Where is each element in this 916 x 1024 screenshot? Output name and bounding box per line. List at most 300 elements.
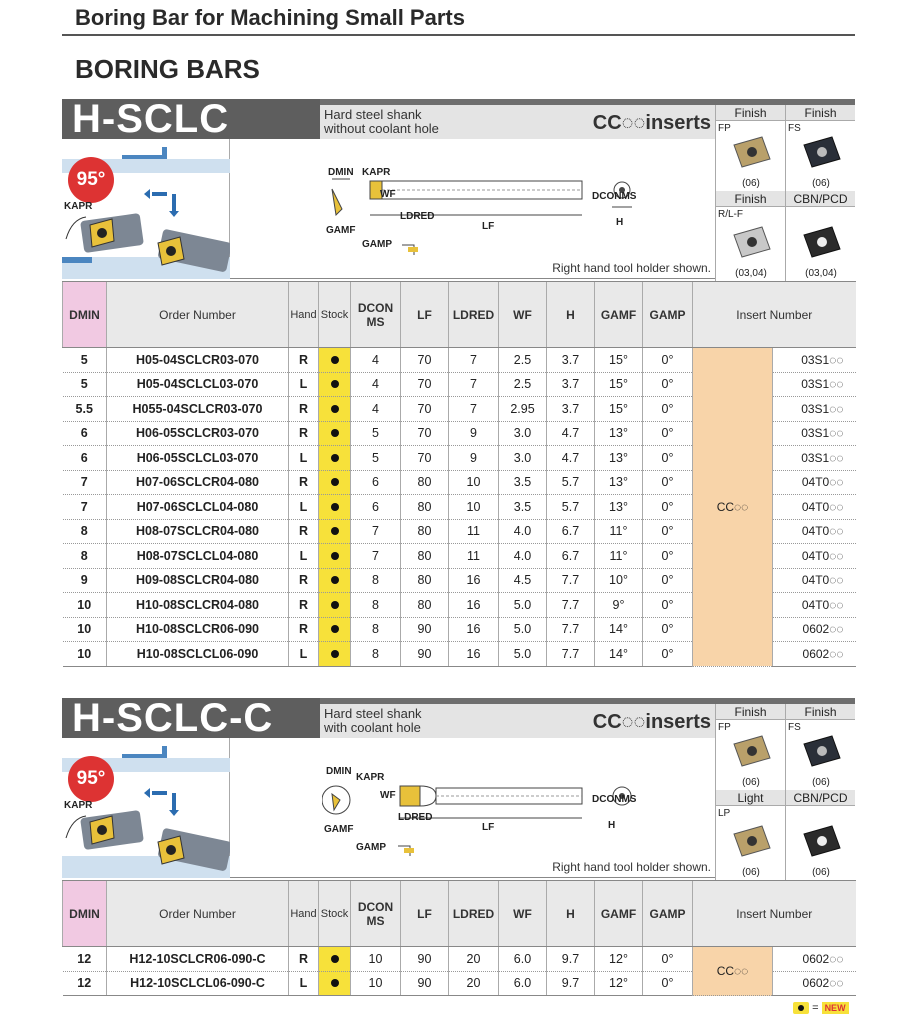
cell-gamf: 13°	[595, 495, 643, 520]
col-stock: Stock	[319, 282, 351, 348]
insert-head: CBN/PCD	[786, 790, 855, 806]
col-gamp: GAMP	[643, 282, 693, 348]
in-stock-dot-icon	[331, 478, 339, 486]
insert-cell-fp	[715, 105, 785, 191]
cell-stock	[319, 544, 351, 569]
cell-lf: 70	[401, 446, 449, 471]
insert-cell-fs	[785, 105, 855, 191]
drawing-label-dmin: DMIN	[326, 766, 352, 777]
cell-h: 3.7	[547, 372, 595, 397]
in-stock-dot-icon	[331, 503, 339, 511]
cell-order-number: H08-07SCLCR04-080	[107, 519, 289, 544]
cell-ldred: 11	[449, 519, 499, 544]
cell-dmin: 5	[63, 372, 107, 397]
insert-sub: (06)	[812, 867, 830, 878]
cell-stock	[319, 568, 351, 593]
kapr-label: KAPR	[64, 201, 93, 212]
cell-order-number: H06-05SCLCL03-070	[107, 446, 289, 471]
cell-hand: R	[289, 568, 319, 593]
cell-gamp: 0°	[643, 495, 693, 520]
description-box	[320, 704, 715, 738]
col-gamf: GAMF	[595, 282, 643, 348]
cell-h: 9.7	[547, 971, 595, 996]
cell-wf: 6.0	[499, 971, 547, 996]
cell-gamp: 0°	[643, 568, 693, 593]
col-gamp: GAMP	[643, 881, 693, 947]
cell-gamf: 15°	[595, 372, 643, 397]
insert-rlf-icon	[730, 225, 774, 259]
drawing-label-gamp: GAMP	[362, 239, 392, 250]
cell-gamp: 0°	[643, 421, 693, 446]
col-lf: LF	[401, 282, 449, 348]
cell-insert-number: 04T0◌◌	[773, 568, 856, 593]
cell-dmin: 6	[63, 421, 107, 446]
insert-code: LP	[718, 808, 731, 819]
cell-lf: 80	[401, 495, 449, 520]
cell-gamf: 10°	[595, 568, 643, 593]
cell-wf: 3.5	[499, 495, 547, 520]
cell-hand: R	[289, 348, 319, 373]
cell-gamf: 13°	[595, 470, 643, 495]
cell-h: 5.7	[547, 470, 595, 495]
cell-wf: 5.0	[499, 593, 547, 618]
drawing-label-lf: LF	[482, 822, 495, 833]
cell-insert-number: 04T0◌◌	[773, 544, 856, 569]
cell-h: 3.7	[547, 348, 595, 373]
cell-wf: 3.0	[499, 446, 547, 471]
cell-lf: 70	[401, 348, 449, 373]
cell-dmin: 7	[63, 470, 107, 495]
in-stock-dot-icon	[331, 601, 339, 609]
drawing-label-lf: LF	[482, 221, 495, 232]
cell-stock	[319, 446, 351, 471]
cell-hand: L	[289, 372, 319, 397]
cell-order-number: H12-10SCLCL06-090-C	[107, 971, 289, 996]
insert-sub: (03,04)	[805, 268, 837, 279]
cell-lf: 80	[401, 470, 449, 495]
cell-stock	[319, 519, 351, 544]
cell-insert-number: 04T0◌◌	[773, 470, 856, 495]
in-stock-dot-icon	[331, 625, 339, 633]
cell-gamp: 0°	[643, 372, 693, 397]
cell-h: 4.7	[547, 421, 595, 446]
model-name: H-SCLC-C	[62, 698, 320, 738]
spec-table	[62, 880, 856, 996]
holder-photo	[62, 139, 230, 279]
cell-ldred: 10	[449, 470, 499, 495]
cell-dconms: 8	[351, 642, 401, 667]
section-title: BORING BARS	[75, 54, 260, 84]
cell-order-number: H05-04SCLCR03-070	[107, 348, 289, 373]
cell-wf: 4.0	[499, 519, 547, 544]
cell-dmin: 5.5	[63, 397, 107, 422]
cell-ldred: 16	[449, 642, 499, 667]
cell-lf: 70	[401, 397, 449, 422]
in-stock-dot-icon	[331, 429, 339, 437]
model-name: H-SCLC	[62, 99, 320, 139]
cell-insert-number: 04T0◌◌	[773, 593, 856, 618]
cell-h: 7.7	[547, 642, 595, 667]
insert-sub: (06)	[742, 777, 760, 788]
cell-dmin: 10	[63, 642, 107, 667]
cell-order-number: H07-06SCLCR04-080	[107, 470, 289, 495]
insert-cell-cbn	[785, 790, 855, 880]
cell-ldred: 11	[449, 544, 499, 569]
insert-sub: (06)	[742, 178, 760, 189]
col-h: H	[547, 881, 595, 947]
cell-insert-number: 03S1◌◌	[773, 421, 856, 446]
drawing-label-h: H	[616, 217, 624, 228]
cell-gamf: 14°	[595, 642, 643, 667]
cell-wf: 4.5	[499, 568, 547, 593]
cell-dconms: 4	[351, 397, 401, 422]
cell-wf: 2.5	[499, 372, 547, 397]
cell-gamp: 0°	[643, 446, 693, 471]
col-hand: Hand	[289, 282, 319, 348]
col-ldred: LDRED	[449, 881, 499, 947]
cell-hand: L	[289, 642, 319, 667]
insert-sub: (06)	[812, 178, 830, 189]
cell-gamp: 0°	[643, 470, 693, 495]
cell-lf: 90	[401, 617, 449, 642]
col-order-number: Order Number	[107, 282, 289, 348]
table-row	[63, 947, 856, 972]
legend-equals: =	[812, 1002, 819, 1014]
cell-gamp: 0°	[643, 544, 693, 569]
cell-stock	[319, 421, 351, 446]
in-stock-dot-icon	[331, 650, 339, 658]
cell-ldred: 20	[449, 971, 499, 996]
cell-order-number: H09-08SCLCR04-080	[107, 568, 289, 593]
drawing-label-h: H	[608, 820, 616, 831]
cell-stock	[319, 642, 351, 667]
cell-ldred: 20	[449, 947, 499, 972]
cell-gamp: 0°	[643, 397, 693, 422]
in-stock-dot-icon	[331, 576, 339, 584]
cell-h: 6.7	[547, 544, 595, 569]
cell-lf: 70	[401, 372, 449, 397]
insert-lp-icon	[730, 824, 774, 858]
cell-gamf: 11°	[595, 544, 643, 569]
angle-badge: 95°	[68, 756, 114, 802]
shank-description: Hard steel shank without coolant hole	[324, 107, 439, 136]
cell-hand: R	[289, 593, 319, 618]
cell-ldred: 9	[449, 446, 499, 471]
cell-hand: R	[289, 617, 319, 642]
col-order-number: Order Number	[107, 881, 289, 947]
cell-wf: 5.0	[499, 617, 547, 642]
cell-dmin: 6	[63, 446, 107, 471]
col-wf: WF	[499, 282, 547, 348]
table-row	[63, 348, 856, 373]
drawing-label-gamp: GAMP	[356, 842, 386, 853]
cell-lf: 90	[401, 947, 449, 972]
cell-stock	[319, 617, 351, 642]
cell-stock	[319, 947, 351, 972]
inserts-title: CC◌◌inserts	[592, 711, 711, 733]
in-stock-dot-icon	[331, 405, 339, 413]
cell-order-number: H055-04SCLCR03-070	[107, 397, 289, 422]
cell-gamf: 11°	[595, 519, 643, 544]
cell-dmin: 7	[63, 495, 107, 520]
cell-lf: 70	[401, 421, 449, 446]
drawing-area	[62, 139, 715, 279]
right-hand-note: Right hand tool holder shown.	[552, 261, 711, 275]
description-box	[320, 105, 715, 139]
insert-cell-fp	[715, 704, 785, 790]
cell-gamp: 0°	[643, 642, 693, 667]
in-stock-dot-icon	[331, 979, 339, 987]
cell-order-number: H10-08SCLCR06-090	[107, 617, 289, 642]
cell-hand: L	[289, 544, 319, 569]
cell-h: 5.7	[547, 495, 595, 520]
drawing-label-wf: WF	[380, 790, 396, 801]
cell-gamp: 0°	[643, 971, 693, 996]
cell-h: 4.7	[547, 446, 595, 471]
cell-dconms: 10	[351, 947, 401, 972]
cell-dmin: 10	[63, 617, 107, 642]
cell-dmin: 5	[63, 348, 107, 373]
cell-dconms: 7	[351, 519, 401, 544]
kapr-label: KAPR	[64, 800, 93, 811]
cell-dmin: 12	[63, 947, 107, 972]
spec-table	[62, 281, 856, 667]
in-stock-dot-icon	[331, 527, 339, 535]
cell-ldred: 7	[449, 372, 499, 397]
cell-gamp: 0°	[643, 593, 693, 618]
insert-fp-icon	[730, 734, 774, 768]
insert-head: Finish	[716, 191, 785, 207]
cell-order-number: H10-08SCLCR04-080	[107, 593, 289, 618]
drawing-label-dconms: DCONMS	[592, 191, 637, 202]
cell-dmin: 9	[63, 568, 107, 593]
in-stock-dot-icon	[331, 356, 339, 364]
cell-stock	[319, 397, 351, 422]
insert-sub: (06)	[742, 867, 760, 878]
cell-stock	[319, 495, 351, 520]
insert-head: Finish	[716, 704, 785, 720]
insert-cell-lp	[715, 790, 785, 880]
cell-ldred: 16	[449, 593, 499, 618]
holder-photo	[62, 738, 230, 878]
angle-badge: 95°	[68, 157, 114, 203]
insert-head: CBN/PCD	[786, 191, 855, 207]
cell-insert-number: 03S1◌◌	[773, 397, 856, 422]
stock-dot-icon	[793, 1002, 809, 1014]
cell-insert-number: 04T0◌◌	[773, 519, 856, 544]
cell-lf: 90	[401, 642, 449, 667]
col-dmin: DMIN	[63, 282, 107, 348]
cell-h: 7.7	[547, 568, 595, 593]
insert-sub: (06)	[812, 777, 830, 788]
col-wf: WF	[499, 881, 547, 947]
cell-order-number: H05-04SCLCL03-070	[107, 372, 289, 397]
insert-cbn-icon	[800, 225, 844, 259]
insert-head: Finish	[786, 704, 855, 720]
col-stock: Stock	[319, 881, 351, 947]
cell-hand: L	[289, 495, 319, 520]
cell-lf: 90	[401, 971, 449, 996]
insert-sub: (03,04)	[735, 268, 767, 279]
col-dconms: DCON MS	[351, 881, 401, 947]
drawing-label-ldred: LDRED	[400, 211, 435, 222]
cell-lf: 80	[401, 544, 449, 569]
cell-dmin: 8	[63, 544, 107, 569]
cell-gamp: 0°	[643, 947, 693, 972]
cell-insert-number: 03S1◌◌	[773, 348, 856, 373]
insert-head: Light	[716, 790, 785, 806]
cell-gamp: 0°	[643, 348, 693, 373]
new-badge: NEW	[822, 1002, 849, 1014]
cell-hand: L	[289, 446, 319, 471]
cell-stock	[319, 470, 351, 495]
cell-gamf: 15°	[595, 397, 643, 422]
cell-hand: R	[289, 947, 319, 972]
drawing-label-wf: WF	[380, 189, 396, 200]
in-stock-dot-icon	[331, 454, 339, 462]
insert-code: FS	[788, 722, 801, 733]
cell-dconms: 4	[351, 348, 401, 373]
cell-dconms: 8	[351, 617, 401, 642]
insert-code: FP	[718, 123, 731, 134]
cell-gamp: 0°	[643, 617, 693, 642]
cell-dconms: 4	[351, 372, 401, 397]
cell-dconms: 6	[351, 470, 401, 495]
stock-legend	[793, 1002, 849, 1014]
cell-dmin: 8	[63, 519, 107, 544]
title-rule	[62, 34, 855, 36]
cell-ldred: 7	[449, 348, 499, 373]
insert-head: Finish	[786, 105, 855, 121]
col-gamf: GAMF	[595, 881, 643, 947]
cell-ldred: 10	[449, 495, 499, 520]
drawing-label-kapr: KAPR	[356, 772, 385, 783]
cell-gamf: 13°	[595, 421, 643, 446]
cell-insert-number: 03S1◌◌	[773, 372, 856, 397]
insert-fs-icon	[800, 734, 844, 768]
insert-cbn-icon	[800, 824, 844, 858]
cell-stock	[319, 372, 351, 397]
cell-gamf: 15°	[595, 348, 643, 373]
cell-gamf: 9°	[595, 593, 643, 618]
insert-head: Finish	[716, 105, 785, 121]
cell-dmin: 10	[63, 593, 107, 618]
cell-ldred: 7	[449, 397, 499, 422]
insert-cell-rlf	[715, 191, 785, 281]
drawing-label-kapr: KAPR	[362, 167, 391, 178]
cell-gamf: 12°	[595, 947, 643, 972]
cell-hand: R	[289, 397, 319, 422]
cell-wf: 5.0	[499, 642, 547, 667]
col-insert-number: Insert Number	[693, 881, 856, 947]
cell-ldred: 16	[449, 568, 499, 593]
in-stock-dot-icon	[331, 552, 339, 560]
col-dconms: DCON MS	[351, 282, 401, 348]
cell-hand: R	[289, 421, 319, 446]
cell-dconms: 8	[351, 593, 401, 618]
cell-hand: R	[289, 519, 319, 544]
insert-cell-fs	[785, 704, 855, 790]
cell-dconms: 7	[351, 544, 401, 569]
cell-lf: 80	[401, 519, 449, 544]
cell-stock	[319, 971, 351, 996]
col-h: H	[547, 282, 595, 348]
right-hand-note: Right hand tool holder shown.	[552, 860, 711, 874]
cell-gamp: 0°	[643, 519, 693, 544]
insert-fp-icon	[730, 135, 774, 169]
cell-order-number: H08-07SCLCL04-080	[107, 544, 289, 569]
cell-order-number: H06-05SCLCR03-070	[107, 421, 289, 446]
in-stock-dot-icon	[331, 380, 339, 388]
cell-wf: 2.95	[499, 397, 547, 422]
cell-insert-number: 0602◌◌	[773, 971, 856, 996]
page-title: Boring Bar for Machining Small Parts	[75, 5, 465, 30]
col-hand: Hand	[289, 881, 319, 947]
drawing-label-gamf: GAMF	[326, 225, 356, 236]
col-dmin: DMIN	[63, 881, 107, 947]
cell-order-number: H07-06SCLCL04-080	[107, 495, 289, 520]
cell-h: 9.7	[547, 947, 595, 972]
inserts-title: CC◌◌inserts	[592, 112, 711, 134]
cell-ldred: 16	[449, 617, 499, 642]
drawing-label-ldred: LDRED	[398, 812, 433, 823]
col-insert-number: Insert Number	[693, 282, 856, 348]
cell-insert-type: CC◌◌	[693, 947, 773, 996]
cell-dconms: 5	[351, 421, 401, 446]
cell-wf: 3.0	[499, 421, 547, 446]
cell-dconms: 6	[351, 495, 401, 520]
cell-lf: 80	[401, 568, 449, 593]
cell-insert-type: CC◌◌	[693, 348, 773, 667]
insert-code: FP	[718, 722, 731, 733]
cell-dconms: 10	[351, 971, 401, 996]
drawing-label-dmin: DMIN	[328, 167, 354, 178]
cell-stock	[319, 593, 351, 618]
cell-hand: R	[289, 470, 319, 495]
cell-h: 3.7	[547, 397, 595, 422]
cell-wf: 3.5	[499, 470, 547, 495]
cell-ldred: 9	[449, 421, 499, 446]
cell-lf: 80	[401, 593, 449, 618]
cell-stock	[319, 348, 351, 373]
cell-gamf: 14°	[595, 617, 643, 642]
insert-code: FS	[788, 123, 801, 134]
col-lf: LF	[401, 881, 449, 947]
cell-h: 7.7	[547, 593, 595, 618]
cell-dconms: 8	[351, 568, 401, 593]
shank-description: Hard steel shank with coolant hole	[324, 706, 422, 735]
cell-h: 7.7	[547, 617, 595, 642]
cell-h: 6.7	[547, 519, 595, 544]
cell-insert-number: 03S1◌◌	[773, 446, 856, 471]
cell-insert-number: 0602◌◌	[773, 947, 856, 972]
cell-insert-number: 0602◌◌	[773, 617, 856, 642]
insert-cell-cbn	[785, 191, 855, 281]
cell-hand: L	[289, 971, 319, 996]
drawing-area	[62, 738, 715, 878]
cell-wf: 2.5	[499, 348, 547, 373]
cell-order-number: H12-10SCLCR06-090-C	[107, 947, 289, 972]
cell-gamf: 12°	[595, 971, 643, 996]
drawing-label-dconms: DCONMS	[592, 794, 637, 805]
drawing-label-gamf: GAMF	[324, 824, 354, 835]
in-stock-dot-icon	[331, 955, 339, 963]
cell-dconms: 5	[351, 446, 401, 471]
cell-insert-number: 0602◌◌	[773, 642, 856, 667]
cell-wf: 4.0	[499, 544, 547, 569]
col-ldred: LDRED	[449, 282, 499, 348]
cell-dmin: 12	[63, 971, 107, 996]
